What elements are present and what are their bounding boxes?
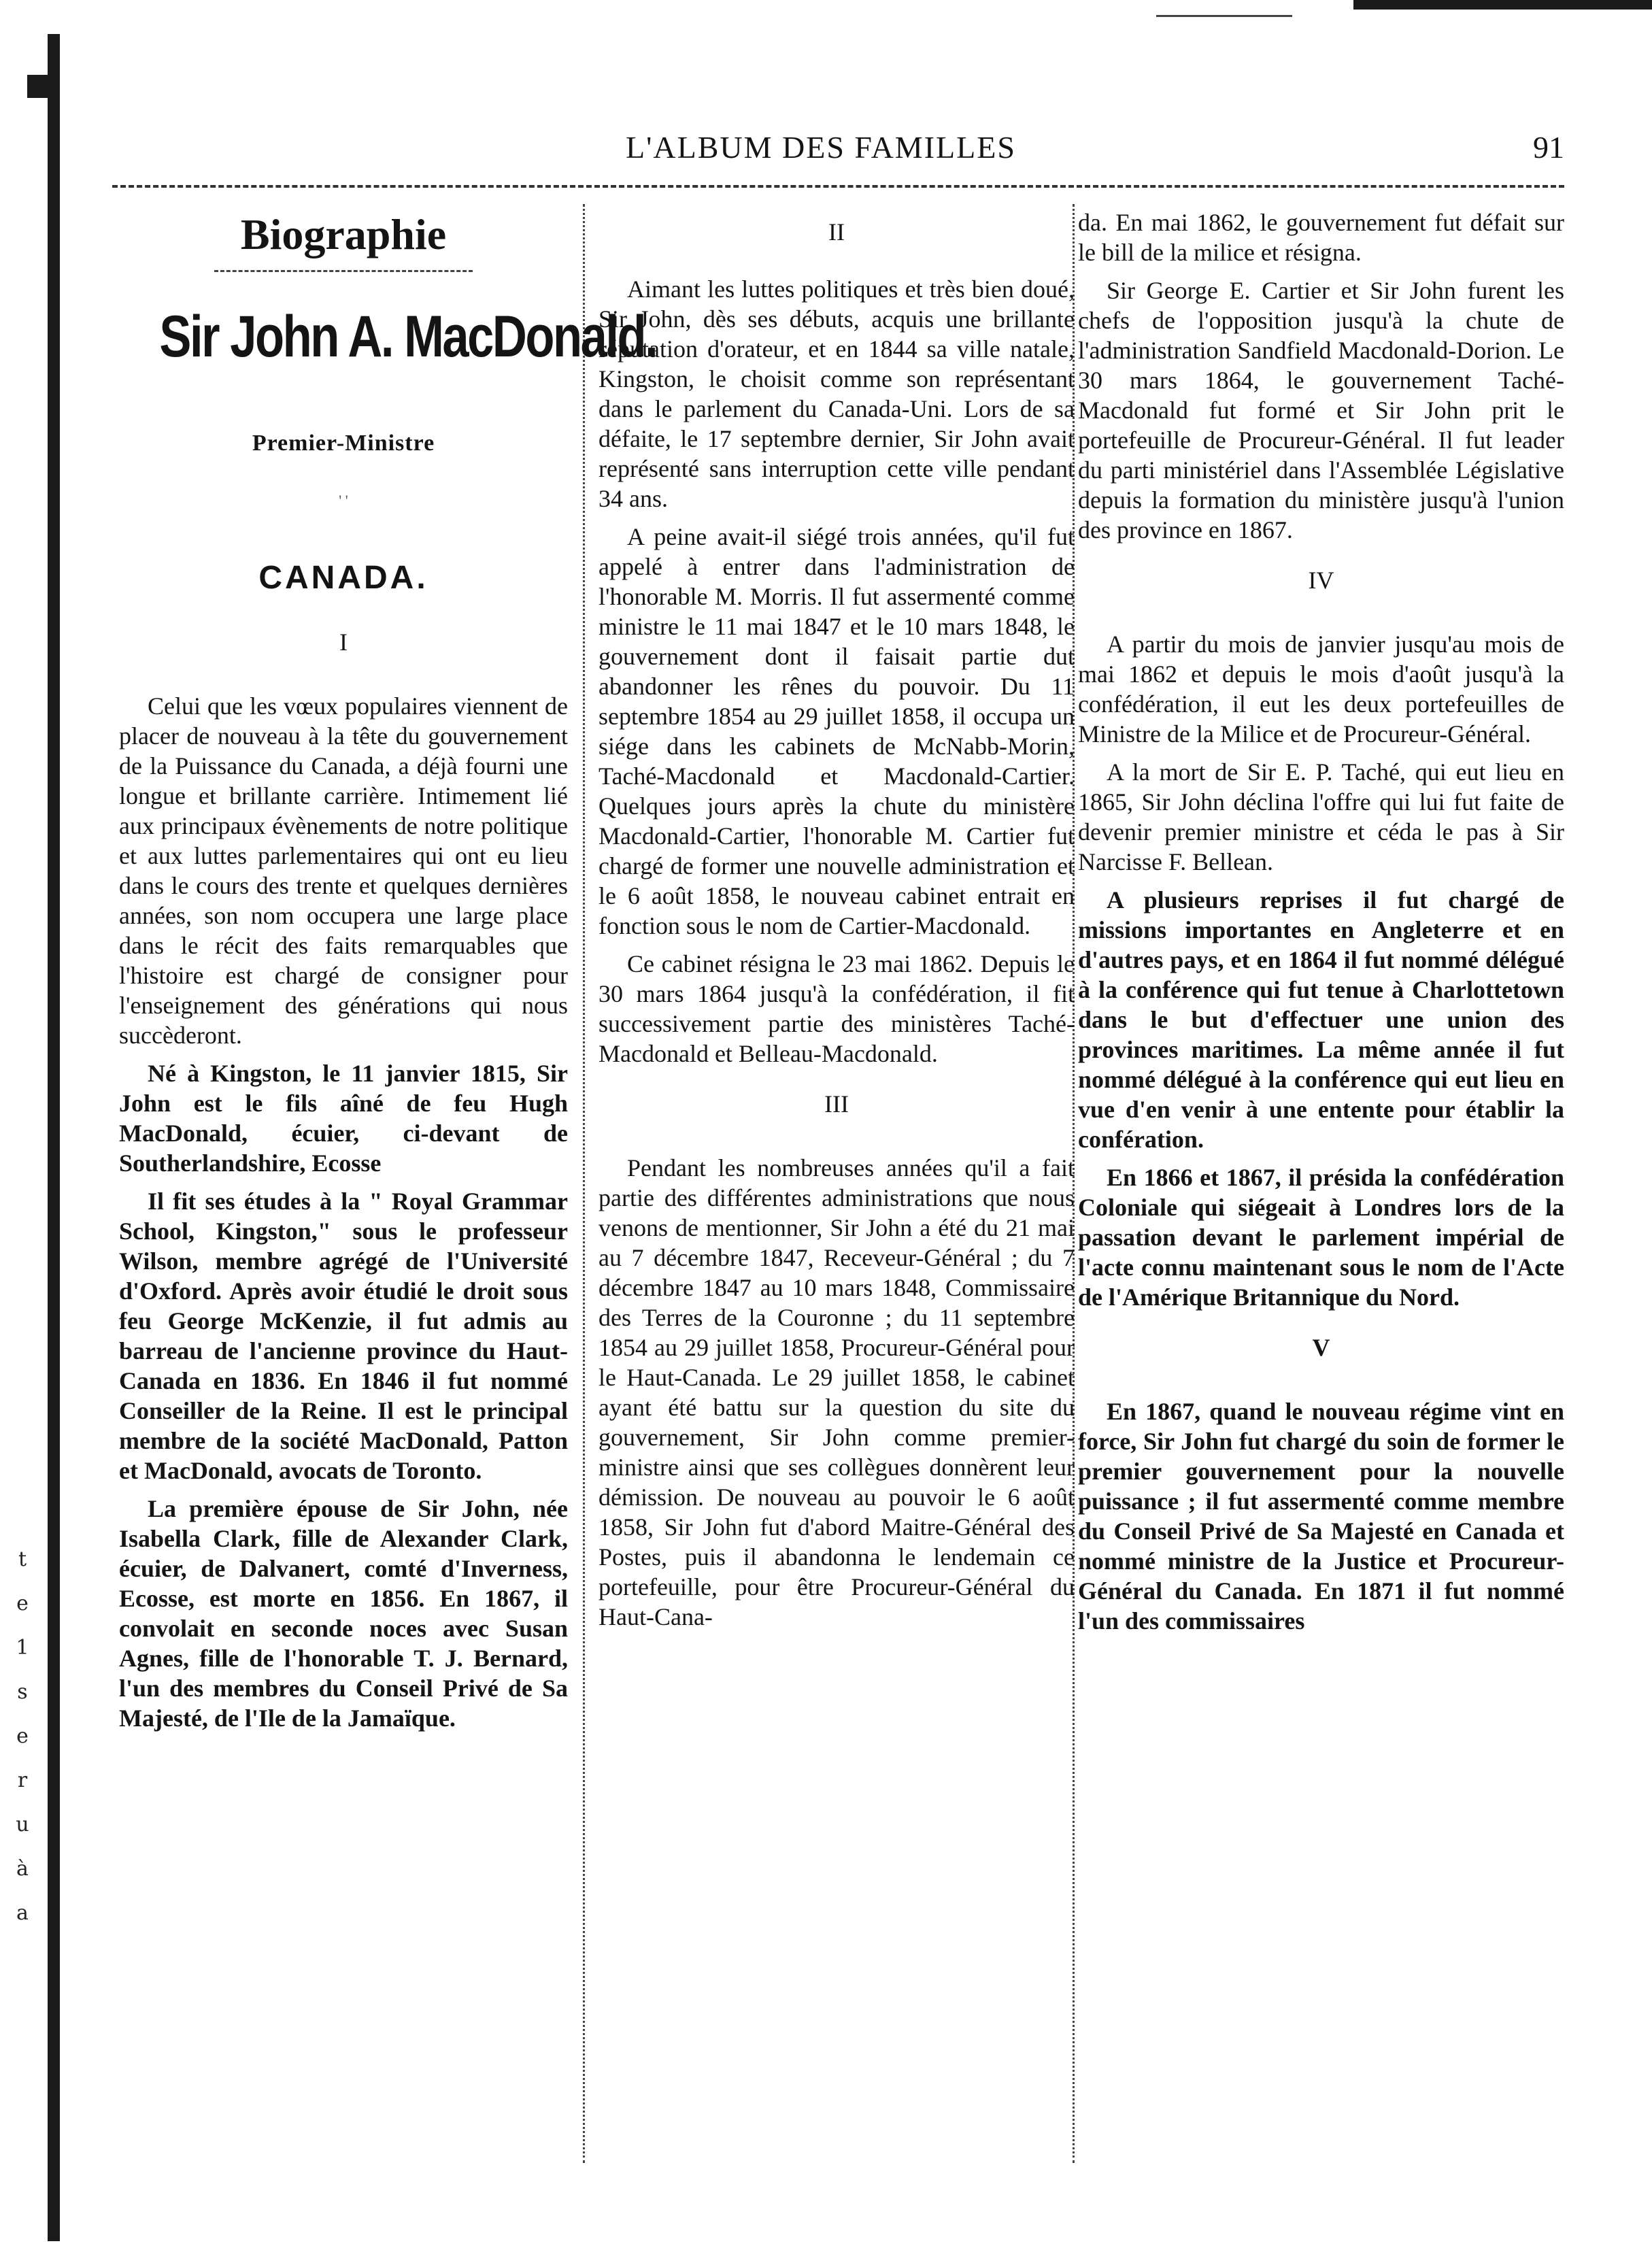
margin-letter: à: [16, 1857, 29, 1881]
scan-left-edge-bar: [48, 34, 60, 2241]
paragraph: A partir du mois de janvier jusqu'au mois de mai 1862 et depuis le mois d'août jusqu'à la confédération, il eut les deux portefeuilles de Ministre de la Milice et de Procureur-Général.: [1078, 631, 1564, 748]
paragraph: Sir George E. Cartier et Sir John furent les chefs de l'opposition jusqu'à la chute de l'administration Sandfield Macdonald-Dorion. Le 30 mars 1864, le gouvernement Taché-Macdonald fut formé et Sir John prit le portefeuille de Procureur-Général. Il fut leader du parti ministériel dans l'Assemblée Législative depuis la formation du ministère jusqu'à l'union des province en 1867.: [1078, 277, 1564, 543]
margin-letter: s: [17, 1680, 28, 1704]
margin-letter: 1: [16, 1636, 29, 1660]
scan-left-notch: [27, 75, 48, 98]
paragraph: En 1867, quand le nouveau régime vint en force, Sir John fut chargé du soin de former le premier gouvernement pour la nouvelle puissance ; il fut assermenté comme membre du Conseil Privé de Sa Majesté en Canada et nommé ministre de la Justice et Procureur-Général du Canada. En 1871 il fut nommé l'un des commissaires: [1078, 1398, 1564, 1634]
paragraph: Aimant les luttes politiques et très bien doué, Sir John, dès ses débuts, acquis une brillante réputation d'orateur, et en 1844 sa ville natale, Kingston, le choisit comme son représentant dans le parlement du Canada-Uni. Lors de sa défaite, le 17 septembre dernier, Sir John avait représenté sans interruption cette ville pendant 34 ans.: [599, 275, 1075, 512]
paragraph: La première épouse de Sir John, née Isabella Clark, fille de Alexander Clark, écuier, de Dalvanert, comté d'Inverness, Ecosse, est morte en 1856. En 1867, il convolait en seconde noces avec Susan Agnes, fille de l'honorable T. J. Bernard, l'un des membres du Conseil Privé de Sa Majesté, de l'Ile de la Jamaïque.: [119, 1495, 568, 1732]
paragraph: A plusieurs reprises il fut chargé de missions importantes en Angleterre et en d'autres pays, et en 1864 il fut nommé délégué à la conférence qui fut tenue à Charlottetown dans le but d'effectuer une union des provinces maritimes. La même année il fut nommé délégué à la conférence qui eut lieu en vue d'en venir à une entente pour établir la confération.: [1078, 886, 1564, 1153]
page-number: 91: [1533, 130, 1564, 165]
scan-top-rule-thin: [1156, 15, 1292, 17]
page-header: [599, 129, 1564, 184]
paragraph: Celui que les vœux populaires viennent de placer de nouveau à la tête du gouvernement de la Puissance du Canada, a déjà fourni une longue et brillante carrière. Intimement lié aux principaux évènements de notre politique et aux luttes parlementaires qui ont eu lieu dans le cours des trente et quelques dernières années, son nom occupera une large place dans le récit des faits remarquables que l'histoire est chargé de consigner pour l'enseignement des générations qui nous succèderont.: [119, 692, 568, 1049]
header-rule: [112, 185, 1564, 188]
section-numeral-1: I: [339, 628, 348, 656]
ornament-mark: ' ': [339, 492, 348, 509]
section-title: Biographie: [240, 210, 447, 258]
running-title: L'ALBUM DES FAMILLES: [626, 130, 1016, 165]
margin-letter: e: [16, 1724, 29, 1748]
section-numeral-5: V: [1312, 1334, 1330, 1361]
column-2: [599, 207, 1075, 2166]
margin-letters: [8, 1537, 37, 1935]
section-numeral-4: IV: [1308, 567, 1334, 594]
margin-letter: a: [16, 1901, 29, 1925]
column-3: [1078, 207, 1564, 2166]
margin-letter: t: [18, 1547, 27, 1571]
paragraph: A la mort de Sir E. P. Taché, qui eut lieu en 1865, Sir John déclina l'offre qui lui fut faite de devenir premier ministre et céda le pas à Sir Narcisse F. Bellean.: [1078, 758, 1564, 875]
margin-letter: r: [17, 1768, 28, 1792]
margin-letter: e: [16, 1592, 29, 1615]
paragraph: En 1866 et 1867, il présida la confédération Coloniale qui siégeait à Londres lors de la passation devant le parlement impérial de l'acte connu maintenant sous le nom de l'Acte de l'Amérique Britannique du Nord.: [1078, 1164, 1564, 1311]
section-numeral-2: II: [828, 218, 845, 246]
section-numeral-3: III: [824, 1090, 849, 1118]
paragraph: da. En mai 1862, le gouvernement fut défait sur le bill de la milice et résigna.: [1078, 209, 1564, 266]
paragraph: Né à Kingston, le 11 janvier 1815, Sir John est le fils aîné de feu Hugh MacDonald, écuier, ci-devant de Southerlandshire, Ecosse: [119, 1060, 568, 1177]
paragraph: Pendant les nombreuses années qu'il a fait partie des différentes administrations que nous venons de mentionner, Sir John a été du 21 mai au 7 décembre 1847, Receveur-Général ; du 7 décembre 1847 au 10 mars 1848, Commissaire des Terres de la Couronne ; du 11 septembre 1854 au 29 juillet 1858, Procureur-Général pour le Haut-Canada. Le 29 juillet 1858, le cabinet ayant été battu sur la question du site du gouvernement, Sir John comme premier-ministre ainsi que ses collègues donnèrent leur démission. De nouveau au pouvoir le 6 août 1858, Sir John fut d'abord Maitre-Général des Postes, puis il abandonna le lendemain ce portefeuille, pour être Procureur-Général du Haut-Cana-: [599, 1154, 1075, 1630]
paragraph: Ce cabinet résigna le 23 mai 1862. Depuis le 30 mars 1864 jusqu'à la confédération, il fit successivement partie des ministères Taché-Macdonald et Belleau-Macdonald.: [599, 950, 1075, 1067]
column-divider-1: [583, 204, 585, 2163]
country-heading: CANADA.: [258, 560, 428, 596]
paragraph: A peine avait-il siégé trois années, qu'il fut appelé à entrer dans l'administration de l'honorable M. Morris. Il fut assermenté comme ministre le 11 mai 1847 et le 10 mars 1848, le gouvernement dont il faisait partie dut abandonner les rênes du pouvoir. Du 11 septembre 1854 au 29 juillet 1858, il occupa un siége dans les cabinets de McNabb-Morin, Taché-Macdonald et Macdonald-Cartier. Quelques jours après la chute du ministère Macdonald-Cartier, l'honorable M. Cartier fut chargé de former une nouvelle administration et le 6 août 1858, le nouveau cabinet entrait en fonction sous le nom de Cartier-Macdonald.: [599, 523, 1075, 939]
person-name: Sir John A. MacDonald.: [159, 304, 657, 369]
column-1: [119, 207, 657, 2166]
paragraph: Il fit ses études à la " Royal Grammar School, Kingston," sous le professeur Wilson, membre agrégé de l'Université d'Oxford. Après avoir étudié le droit sous feu George McKenzie, il fut admis au barreau de l'ancienne province du Haut-Canada en 1836. En 1846 il fut nommé Conseiller de la Reine. Il est le principal membre de la société MacDonald, Patton et MacDonald, avocats de Toronto.: [119, 1188, 568, 1484]
person-role: Premier-Ministre: [252, 431, 435, 456]
scan-top-rule: [1353, 0, 1652, 10]
margin-letter: u: [16, 1813, 29, 1836]
short-rule: [214, 270, 473, 272]
